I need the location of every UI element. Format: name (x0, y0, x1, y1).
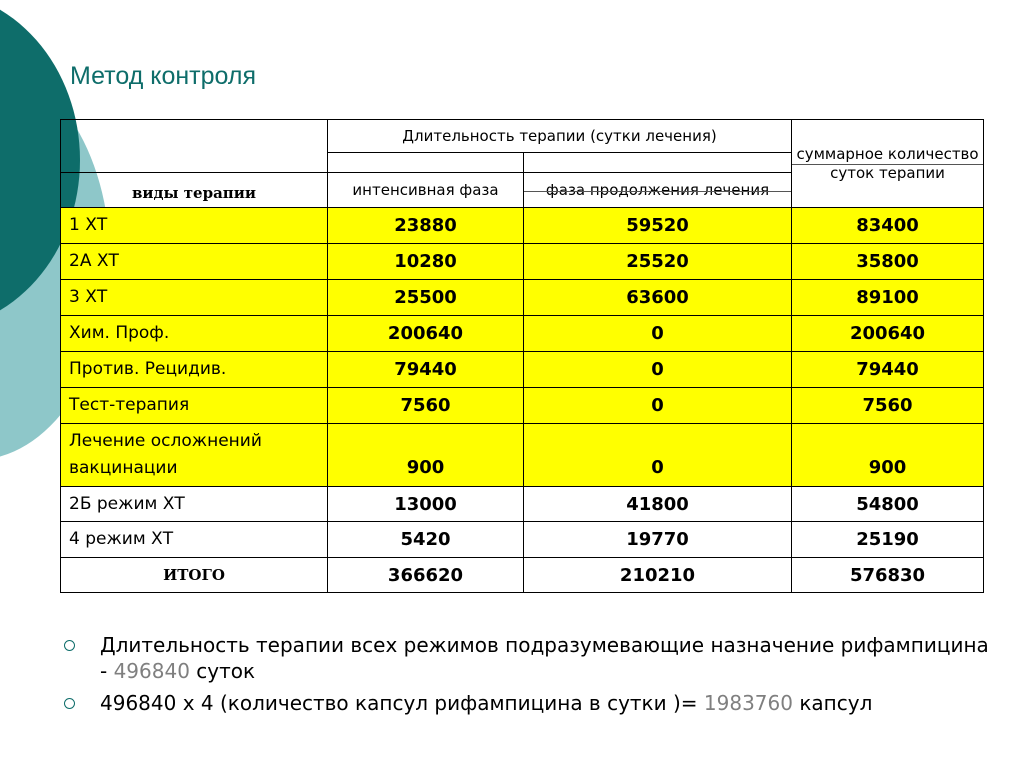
table-row (61, 487, 984, 522)
intensive-value: 10280 (328, 244, 524, 280)
total-value: 900 (792, 424, 984, 487)
row-label: 3 ХТ (61, 280, 328, 316)
total-continuation-value: 210210 (524, 558, 792, 593)
table-row (61, 280, 984, 316)
table-row (61, 424, 984, 487)
row-label: Тест-терапия (61, 388, 328, 424)
empty-subheader-cell (328, 153, 524, 173)
continuation-value: 0 (524, 424, 792, 487)
intensive-value: 25500 (328, 280, 524, 316)
circle-bullet-icon (64, 698, 75, 709)
total-value: 89100 (792, 280, 984, 316)
table-row (61, 522, 984, 558)
total-days-header (792, 120, 984, 208)
note-text: Длительность терапии всех режимов подразумевающие назначение рифампицина - (100, 633, 989, 683)
corner-divider (61, 172, 328, 173)
row-label: 2Б режим ХТ (61, 487, 328, 522)
intensive-value: 5420 (328, 522, 524, 558)
note-item (62, 632, 992, 684)
intensive-value: 13000 (328, 487, 524, 522)
header-divider (524, 191, 791, 192)
intensive-value: 23880 (328, 208, 524, 244)
duration-header: Длительность терапии (сутки лечения) (328, 120, 792, 153)
continuation-value: 0 (524, 352, 792, 388)
corner-header-cell (61, 120, 328, 208)
header-divider (792, 164, 983, 165)
therapy-types-header: виды терапии (131, 184, 257, 202)
row-label: 1 ХТ (61, 208, 328, 244)
continuation-value: 59520 (524, 208, 792, 244)
notes-list (62, 632, 992, 722)
circle-bullet-icon (64, 640, 75, 651)
total-row-label: ИТОГО (61, 558, 328, 593)
note-suffix: суток (189, 659, 256, 683)
row-label: Против. Рецидив. (61, 352, 328, 388)
table-row (61, 388, 984, 424)
intensive-value: 200640 (328, 316, 524, 352)
continuation-value: 0 (524, 316, 792, 352)
intensive-phase-header: интенсивная фаза (328, 173, 524, 208)
continuation-value: 0 (524, 388, 792, 424)
intensive-value: 79440 (328, 352, 524, 388)
note-text: 496840 х 4 (количество капсул рифампицина в сутки )= (100, 691, 704, 715)
row-label: 2А ХТ (61, 244, 328, 280)
continuation-value: 19770 (524, 522, 792, 558)
intensive-value: 900 (328, 424, 524, 487)
total-value: 35800 (792, 244, 984, 280)
total-value: 54800 (792, 487, 984, 522)
row-label: Хим. Проф. (61, 316, 328, 352)
row-label: Лечение осложнений вакцинации (61, 424, 328, 487)
note-suffix: капсул (792, 691, 873, 715)
note-value: 1983760 (703, 691, 793, 715)
table-row (61, 208, 984, 244)
row-label: 4 режим ХТ (61, 522, 328, 558)
intensive-value: 7560 (328, 388, 524, 424)
continuation-value: 25520 (524, 244, 792, 280)
total-value: 25190 (792, 522, 984, 558)
total-value: 83400 (792, 208, 984, 244)
empty-subheader-cell (524, 153, 792, 173)
continuation-value: 41800 (524, 487, 792, 522)
note-item (62, 690, 992, 716)
note-value: 496840 (113, 659, 190, 683)
therapy-table (60, 119, 984, 593)
continuation-phase-header-text: фаза продолжения лечения (545, 180, 770, 199)
total-value: 79440 (792, 352, 984, 388)
table-row (61, 244, 984, 280)
total-value: 200640 (792, 316, 984, 352)
continuation-phase-header (524, 173, 792, 208)
total-intensive-value: 366620 (328, 558, 524, 593)
table-row (61, 352, 984, 388)
page-title: Метод контроля (70, 62, 256, 90)
grand-total-value: 576830 (792, 558, 984, 593)
total-value: 7560 (792, 388, 984, 424)
table-row (61, 316, 984, 352)
continuation-value: 63600 (524, 280, 792, 316)
total-days-header-text: суммарное количество суток терапии (796, 144, 979, 182)
total-row (61, 558, 984, 593)
